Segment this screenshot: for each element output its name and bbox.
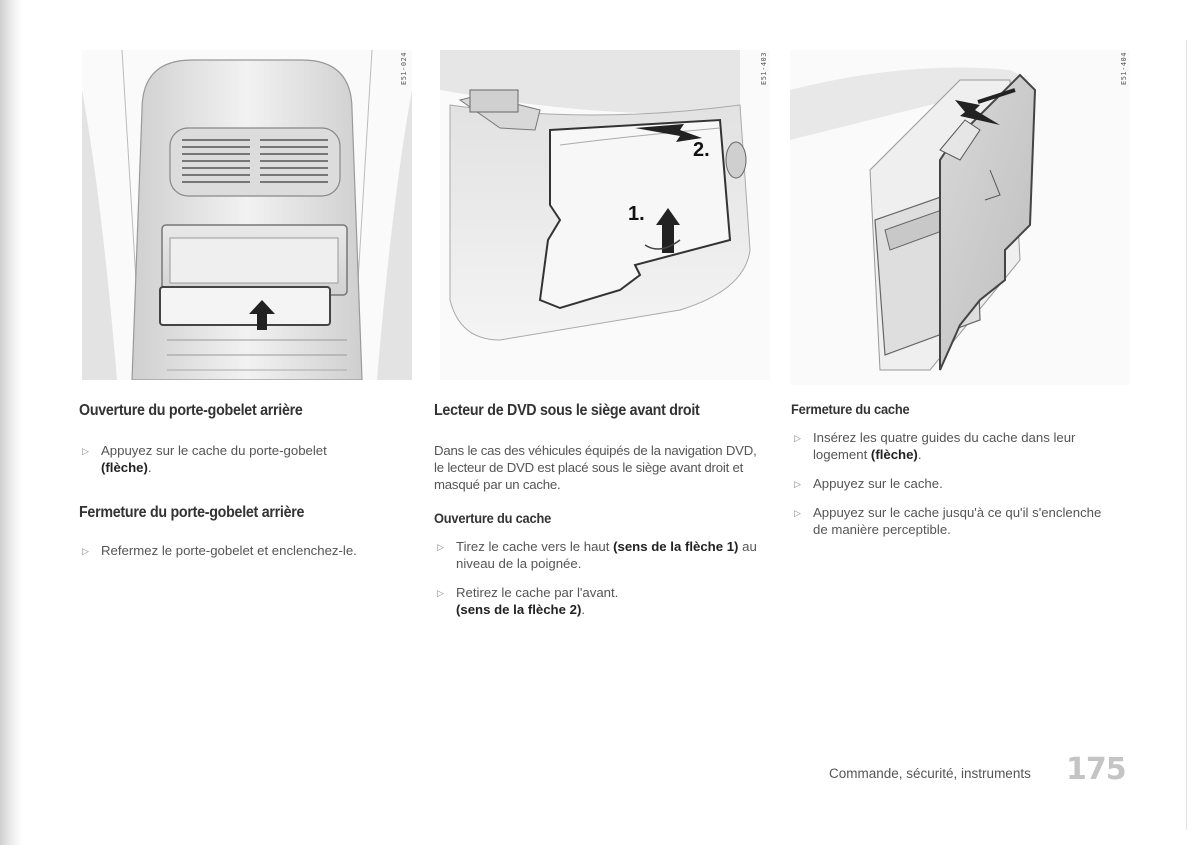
step-text: Refermez le porte-gobelet et enclenchez-le. xyxy=(101,543,357,558)
step-remove-cover xyxy=(434,584,769,618)
bullet-triangle-icon: ▷ xyxy=(437,588,444,598)
step-insert-guides xyxy=(791,429,1123,463)
heading-close-cover: Fermeture du cache xyxy=(791,402,910,417)
step-text: Tirez le cache vers le haut xyxy=(456,539,614,554)
step-text: Appuyez sur le cache. xyxy=(813,476,943,491)
step-press-until-click xyxy=(791,504,1113,538)
column-dvd-player xyxy=(434,402,769,618)
page-edge-shadow xyxy=(0,0,22,845)
dvd-cover-illustration xyxy=(440,50,770,380)
bullet-triangle-icon: ▷ xyxy=(794,479,801,489)
arrow-label-1: 1. xyxy=(628,203,645,225)
figure-code: E51-024 xyxy=(400,52,408,86)
step-text: Retirez le cache par l'avant. xyxy=(456,585,619,600)
step-emphasis: (flèche) xyxy=(101,460,148,475)
cup-holder-illustration xyxy=(82,50,412,380)
step-text: Insérez les quatre guides du cache dans leur logement xyxy=(813,430,1076,462)
heading-open-cover: Ouverture du cache xyxy=(434,511,552,526)
dvd-cover-insert-illustration xyxy=(790,50,1130,385)
heading-close-cup-holder: Fermeture du porte-gobelet arrière xyxy=(79,504,305,521)
bullet-triangle-icon: ▷ xyxy=(794,508,801,518)
figure-code: E51-404 xyxy=(1120,52,1128,86)
step-open-cup-holder xyxy=(79,442,409,476)
step-emphasis: (flèche) xyxy=(870,447,918,462)
bullet-triangle-icon: ▷ xyxy=(437,542,444,552)
step-emphasis: (sens de la flèche 2) xyxy=(456,602,582,617)
column-cup-holder xyxy=(79,402,409,559)
step-text-end: au niveau de la poignée. xyxy=(456,539,757,571)
section-label: Commande, sécurité, instruments xyxy=(829,766,1031,781)
step-text-end: . xyxy=(917,447,922,462)
figure-dvd-cover-close xyxy=(790,50,1130,385)
step-press-cover xyxy=(791,475,1131,492)
step-text: Appuyez sur le cache jusqu'à ce qu'il s'enclenche de manière perceptible. xyxy=(813,505,1102,537)
arrow-label-2: 2. xyxy=(693,139,710,161)
bullet-triangle-icon: ▷ xyxy=(794,433,801,443)
page-number: 175 xyxy=(1066,752,1126,787)
heading-open-cup-holder: Ouverture du porte-gobelet arrière xyxy=(79,402,303,419)
column-close-cover xyxy=(791,402,1131,538)
step-pull-cover-up xyxy=(434,538,769,572)
step-text: Appuyez sur le cache du porte-gobelet xyxy=(101,443,327,458)
figure-dvd-cover-open xyxy=(440,50,770,380)
figure-code: E51-403 xyxy=(760,52,768,86)
dvd-description: Dans le cas des véhicules équipés de la navigation DVD, le lecteur de DVD est placé sous le siège avant droit et masqué par un cache. xyxy=(434,443,757,492)
step-close-cup-holder xyxy=(79,542,409,559)
page-edge-line xyxy=(1186,40,1187,830)
bullet-triangle-icon: ▷ xyxy=(82,546,89,556)
heading-dvd-player: Lecteur de DVD sous le siège avant droit xyxy=(434,402,700,419)
bullet-triangle-icon: ▷ xyxy=(82,446,89,456)
step-emphasis: (sens de la flèche 1) xyxy=(613,539,739,554)
step-text-end: . xyxy=(147,460,152,475)
figure-cup-holder xyxy=(82,50,412,380)
step-text-end: . xyxy=(581,602,586,617)
